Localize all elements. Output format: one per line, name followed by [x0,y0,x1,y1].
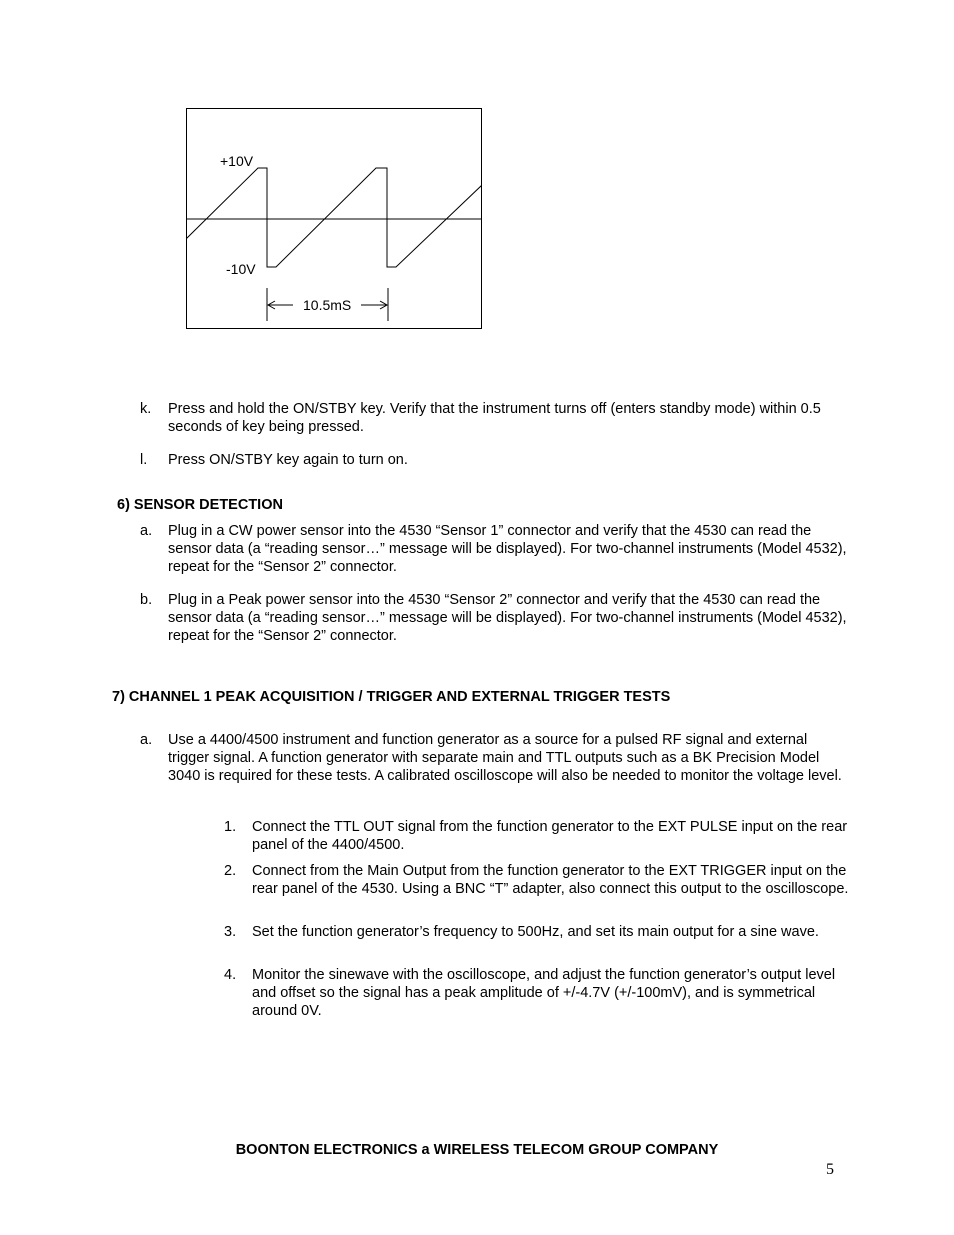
subitem-marker: 2. [224,863,237,879]
section-6-heading: 6) SENSOR DETECTION [117,497,283,513]
item-text: Use a 4400/4500 instrument and function generator as a source for a pulsed RF signal and external trigger signal. A function generator with separate main and TTL outputs such as a BK Precision Model 3040 is required for these tests. A calibrated oscilloscope will also be needed to monitor the voltage level. [168,732,842,784]
sawtooth-waveform-figure [186,108,482,329]
footer-company: BOONTON ELECTRONICS a WIRELESS TELECOM GROUP COMPANY [235,1142,719,1158]
period-label: 10.5mS [303,297,352,313]
label-minus-10v: -10V [226,261,256,277]
subitem-marker: 3. [224,924,237,940]
step-text: Press ON/STBY key again to turn on. [168,452,408,468]
item-marker: a. [140,523,153,539]
subitem-text: Connect from the Main Output from the function generator to the EXT TRIGGER input on the rear panel of the 4530. Using a BNC “T” adapter, also connect this output to the oscilloscope. [252,863,849,897]
subitem-text: Set the function generator’s frequency to 500Hz, and set its main output for a sine wave. [252,924,819,940]
subitem-text: Monitor the sinewave with the oscilloscope, and adjust the function generator’s output level and offset so the signal has a peak amplitude of +/-4.7V (+/-100mV), and is symmetrical around 0V. [252,967,836,1019]
subitem-marker: 4. [224,967,237,983]
item-text: Plug in a Peak power sensor into the 4530 “Sensor 2” connector and verify that the 4530 can read the sensor data (a “reading sensor…” message will be displayed). For two-channel instruments (Model 4532), repeat for the “Sensor 2” connector. [168,592,847,644]
label-plus-10v: +10V [220,153,254,169]
step-marker: l. [140,452,148,468]
subitem-text: Connect the TTL OUT signal from the function generator to the EXT PULSE input on the rear panel of the 4400/4500. [252,819,848,853]
waveform-diagram [186,108,482,329]
item-marker: b. [140,592,153,608]
section-7-heading: 7) CHANNEL 1 PEAK ACQUISITION / TRIGGER AND EXTERNAL TRIGGER TESTS [112,689,671,705]
item-marker: a. [140,732,153,748]
step-text: Press and hold the ON/STBY key. Verify that the instrument turns off (enters standby mode) within 0.5 seconds of key being pressed. [168,401,821,435]
item-text: Plug in a CW power sensor into the 4530 “Sensor 1” connector and verify that the 4530 can read the sensor data (a “reading sensor…” message will be displayed). For two-channel instruments (Model 4532), repeat for the “Sensor 2” connector. [168,523,847,575]
subitem-marker: 1. [224,819,237,835]
step-marker: k. [140,401,152,417]
page-number: 5 [826,1161,834,1178]
